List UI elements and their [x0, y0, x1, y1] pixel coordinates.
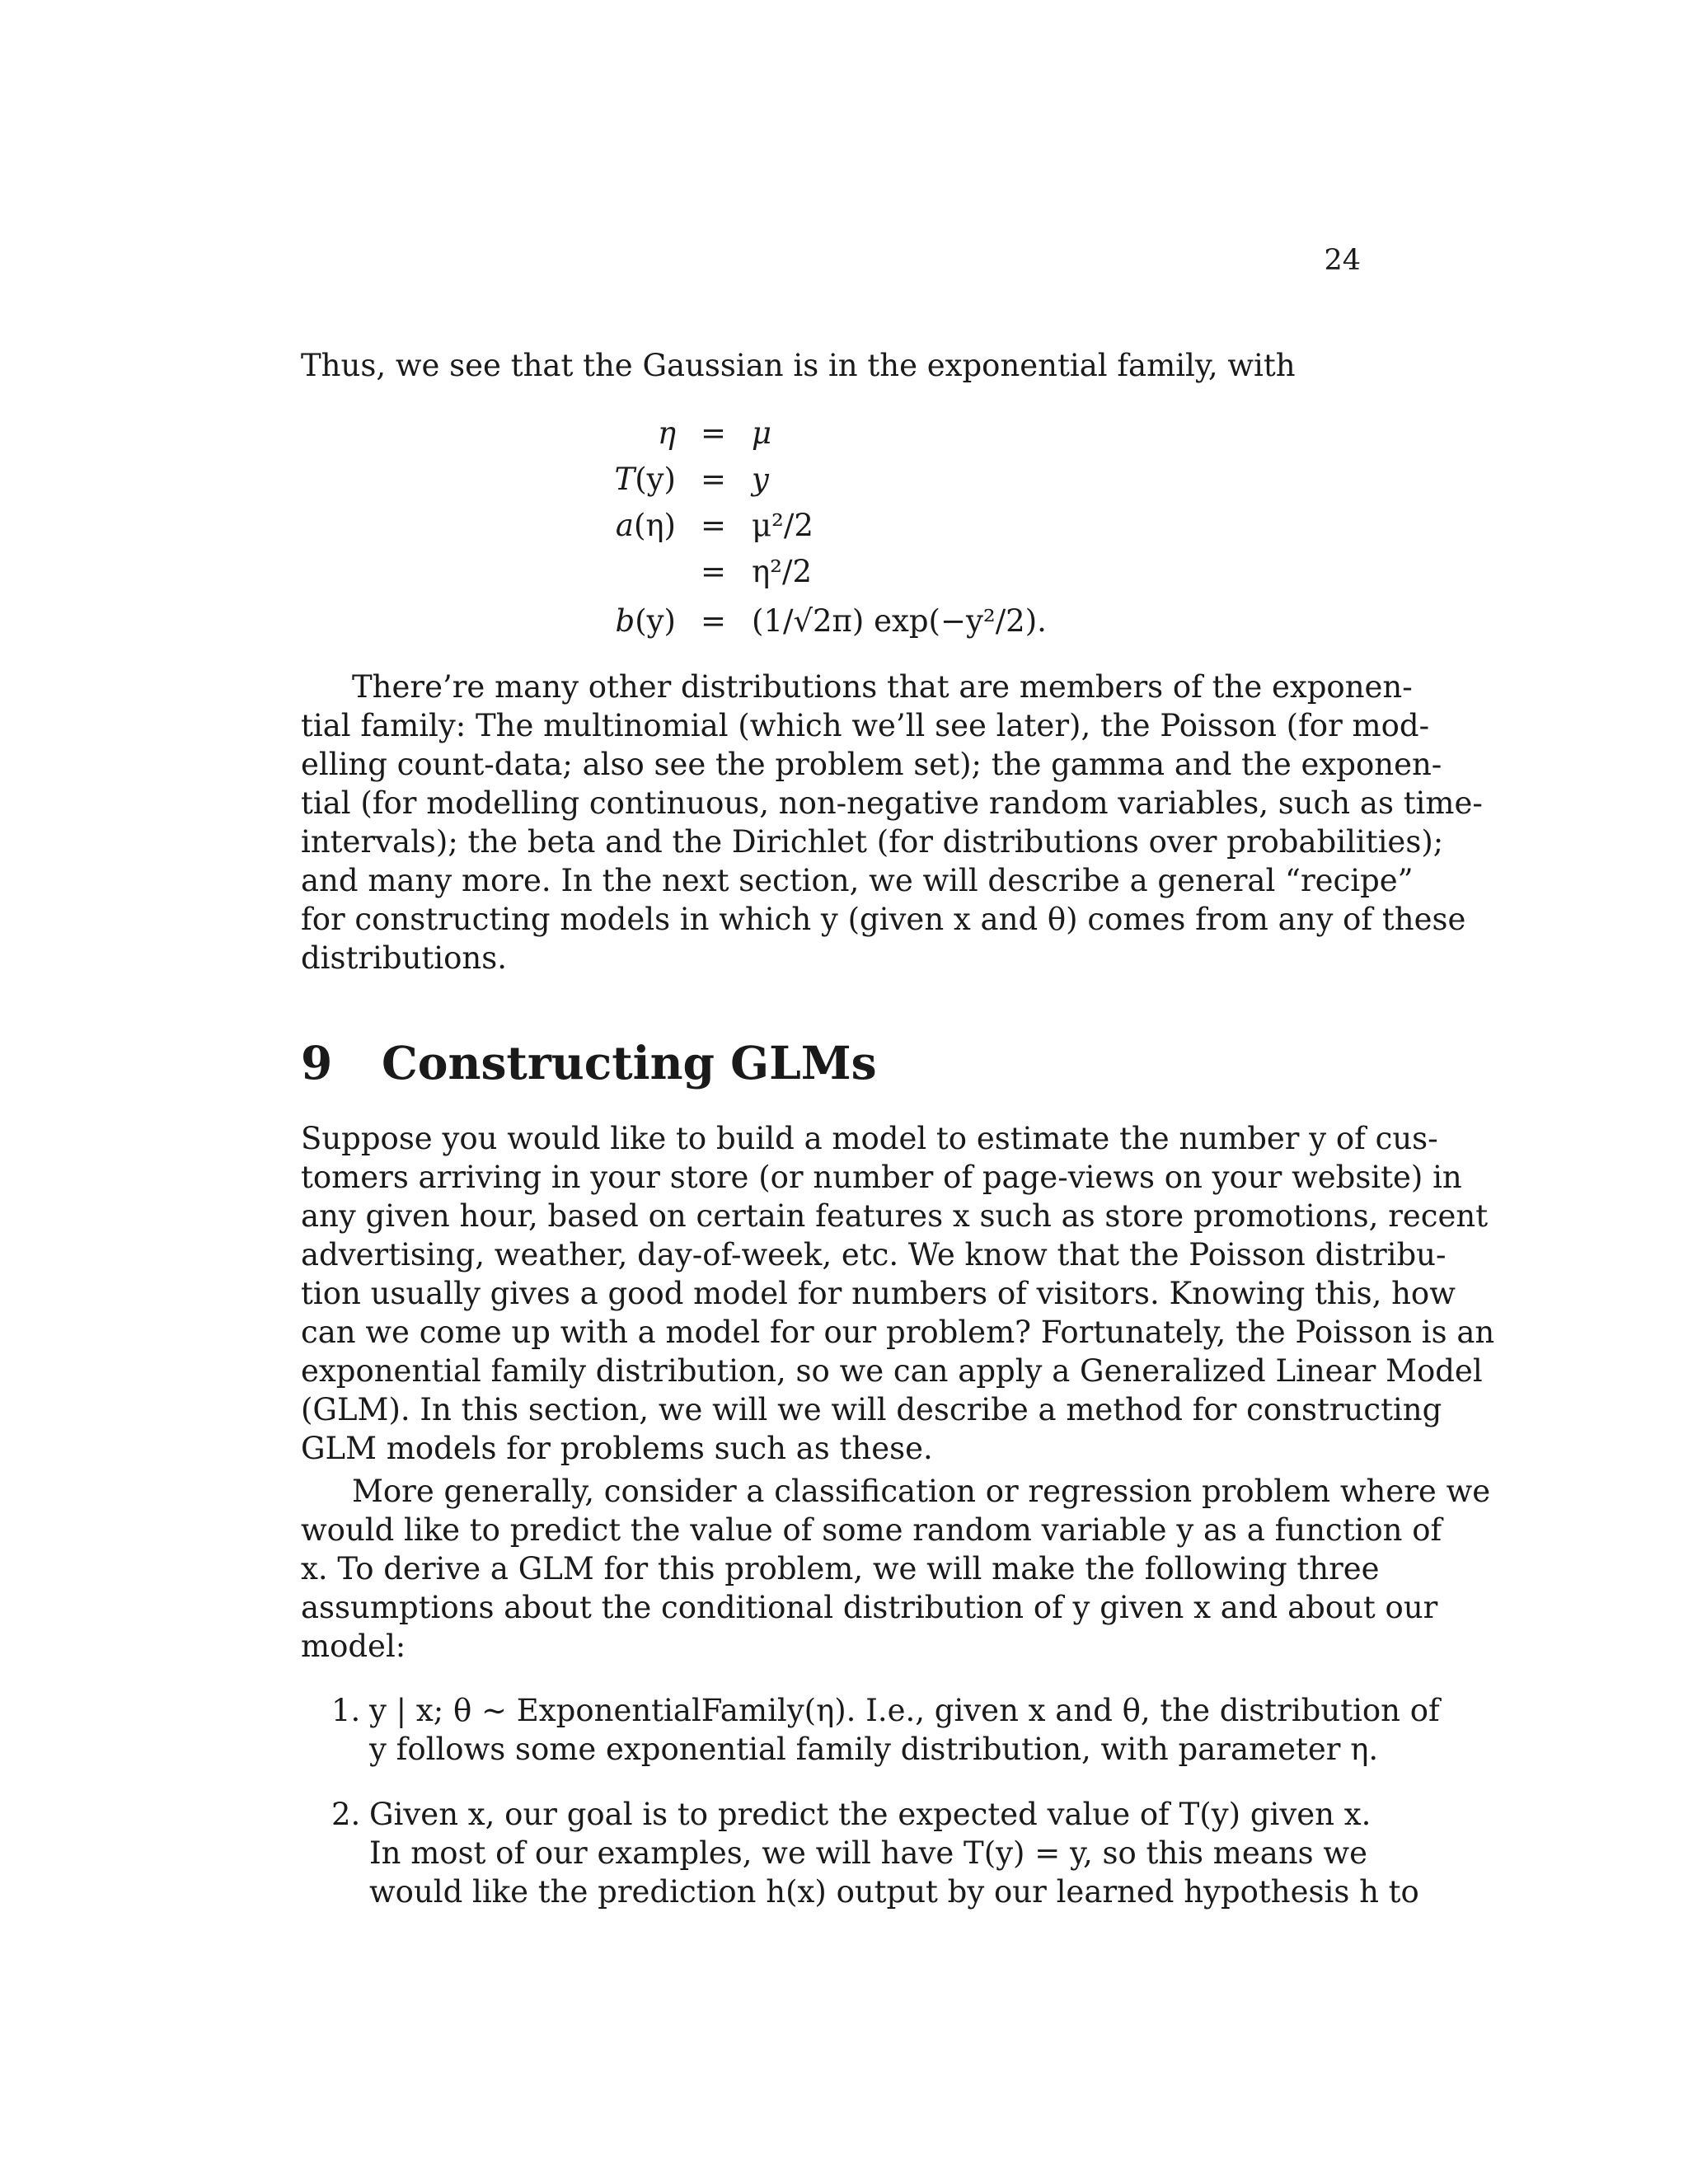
- paragraph-line: x. To derive a GLM for this problem, we will make the following three: [301, 1551, 1380, 1586]
- list-line: y follows some exponential family distribution, with parameter η.: [369, 1732, 1379, 1767]
- paragraph-line: would like to predict the value of some random variable y as a function of: [301, 1512, 1442, 1548]
- list-line: y | x; θ ∼ ExponentialFamily(η). I.e., given x and θ, the distribution of: [369, 1693, 1440, 1728]
- paragraph-line: tomers arriving in your store (or number of page-views on your website) in: [301, 1160, 1462, 1195]
- paragraph-line: can we come up with a model for our problem? Fortunately, the Poisson is an: [301, 1315, 1495, 1350]
- eq-rhs-5: (1/√2π) exp(−y²/2).: [752, 603, 1047, 639]
- eq-rhs-1: μ: [752, 415, 772, 451]
- section-number: 9: [301, 1036, 333, 1090]
- paragraph-line: any given hour, based on certain features x such as store promotions, recent: [301, 1198, 1489, 1234]
- list-marker: 1.: [331, 1693, 361, 1728]
- paragraph-line: There’re many other distributions that are members of the exponen-: [352, 669, 1413, 705]
- paragraph-line: and many more. In the next section, we will describe a general “recipe”: [301, 863, 1414, 898]
- eq-lhs-2: T(y): [614, 462, 676, 497]
- paragraph-line: intervals); the beta and the Dirichlet (for distributions over probabilities);: [301, 824, 1444, 860]
- eq-op-5: =: [701, 603, 727, 639]
- paragraph-line: Suppose you would like to build a model to estimate the number y of cus-: [301, 1121, 1438, 1156]
- section-title: Constructing GLMs: [382, 1036, 877, 1090]
- paragraph-line: tial family: The multinomial (which we’ll see later), the Poisson (for mod-: [301, 708, 1430, 743]
- eq-rhs-2: y: [752, 462, 769, 497]
- paragraph-line: exponential family distribution, so we can apply a Generalized Linear Model: [301, 1353, 1483, 1389]
- eq-op-1: =: [701, 415, 727, 451]
- paragraph-line: GLM models for problems such as these.: [301, 1431, 933, 1466]
- paragraph-line: tion usually gives a good model for numbers of visitors. Knowing this, how: [301, 1276, 1456, 1311]
- intro-line: Thus, we see that the Gaussian is in the exponential family, with: [301, 348, 1296, 383]
- list-line: would like the prediction h(x) output by our learned hypothesis h to: [369, 1874, 1419, 1910]
- paragraph-line: distributions.: [301, 940, 507, 976]
- eq-rhs-4: η²/2: [752, 554, 813, 589]
- paragraph-line: model:: [301, 1629, 406, 1664]
- list-line: In most of our examples, we will have T(y) = y, so this means we: [369, 1835, 1367, 1871]
- paragraph-line: tial (for modelling continuous, non-negative random variables, such as time-: [301, 785, 1483, 821]
- eq-lhs-5: b(y): [615, 603, 676, 639]
- eq-rhs-3: μ²/2: [752, 508, 814, 543]
- eq-lhs-3: a(η): [615, 508, 676, 543]
- section-heading: [301, 1037, 877, 1090]
- list-marker: 2.: [331, 1797, 361, 1832]
- list-line: Given x, our goal is to predict the expected value of T(y) given x.: [369, 1797, 1372, 1832]
- paragraph-line: elling count-data; also see the problem set); the gamma and the exponen-: [301, 747, 1442, 782]
- paragraph-line: for constructing models in which y (given x and θ) comes from any of these: [301, 902, 1466, 937]
- eq-op-2: =: [701, 462, 727, 497]
- eq-lhs-1: η: [657, 415, 676, 451]
- paragraph-line: More generally, consider a classification or regression problem where we: [352, 1474, 1491, 1509]
- eq-op-3: =: [701, 508, 727, 543]
- page-number: 24: [1324, 244, 1361, 277]
- eq-op-4: =: [701, 554, 727, 589]
- paragraph-line: advertising, weather, day-of-week, etc. We know that the Poisson distribu-: [301, 1237, 1447, 1272]
- paragraph-line: (GLM). In this section, we will we will describe a method for constructing: [301, 1392, 1442, 1427]
- paragraph-line: assumptions about the conditional distribution of y given x and about our: [301, 1590, 1438, 1625]
